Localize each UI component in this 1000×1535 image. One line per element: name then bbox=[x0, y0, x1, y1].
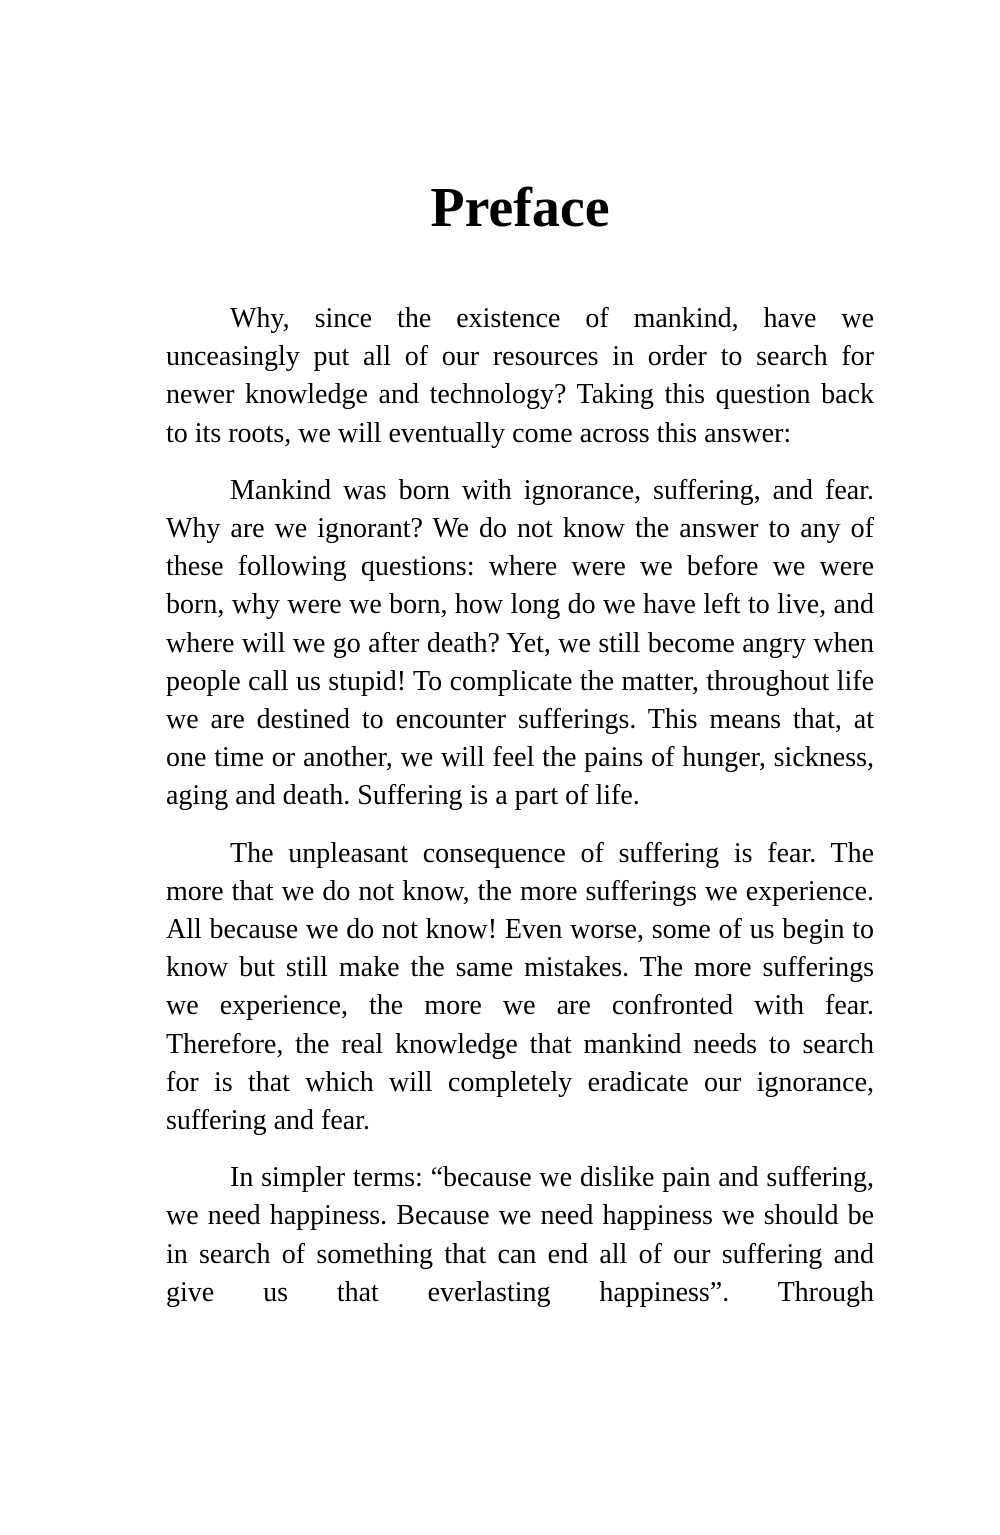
preface-body bbox=[166, 300, 874, 1331]
paragraph-3: The unpleasant consequence of suffering is fear. The more that we do not know, the more sufferings we experience. All because we do not know! Even worse, some of us begin to know but still make the same mistakes. The more sufferings we experience, the more we are confronted with fear. Therefore, the real knowledge that mankind needs to search for is that which will completely eradicate our ignorance, suffering and fear. bbox=[166, 837, 874, 1137]
paragraph-4: In simpler terms: “because we dislike pain and suffering, we need happiness. Because we need happiness we should be in search of something that can end all of our suffering and give us that everlasting happiness”. Through bbox=[166, 1162, 874, 1308]
paragraph-2: Mankind was born with ignorance, suffering, and fear. Why are we ignorant? We do not know the answer to any of these following questions: where were we before we were born, why were we born, how long do we have left to live, and where will we go after death? Yet, we still become angry when people call us stupid! To complicate the matter, throughout life we are destined to encounter sufferings. This means that, at one time or another, we will feel the pains of hunger, sickness, aging and death. Suffering is a part of life. bbox=[166, 474, 874, 812]
page-title: Preface bbox=[430, 177, 610, 239]
paragraph-1: Why, since the existence of mankind, have we unceasingly put all of our resources in order to search for newer knowledge and technology? Taking this question back to its roots, we will eventually come across this answer: bbox=[166, 303, 874, 449]
